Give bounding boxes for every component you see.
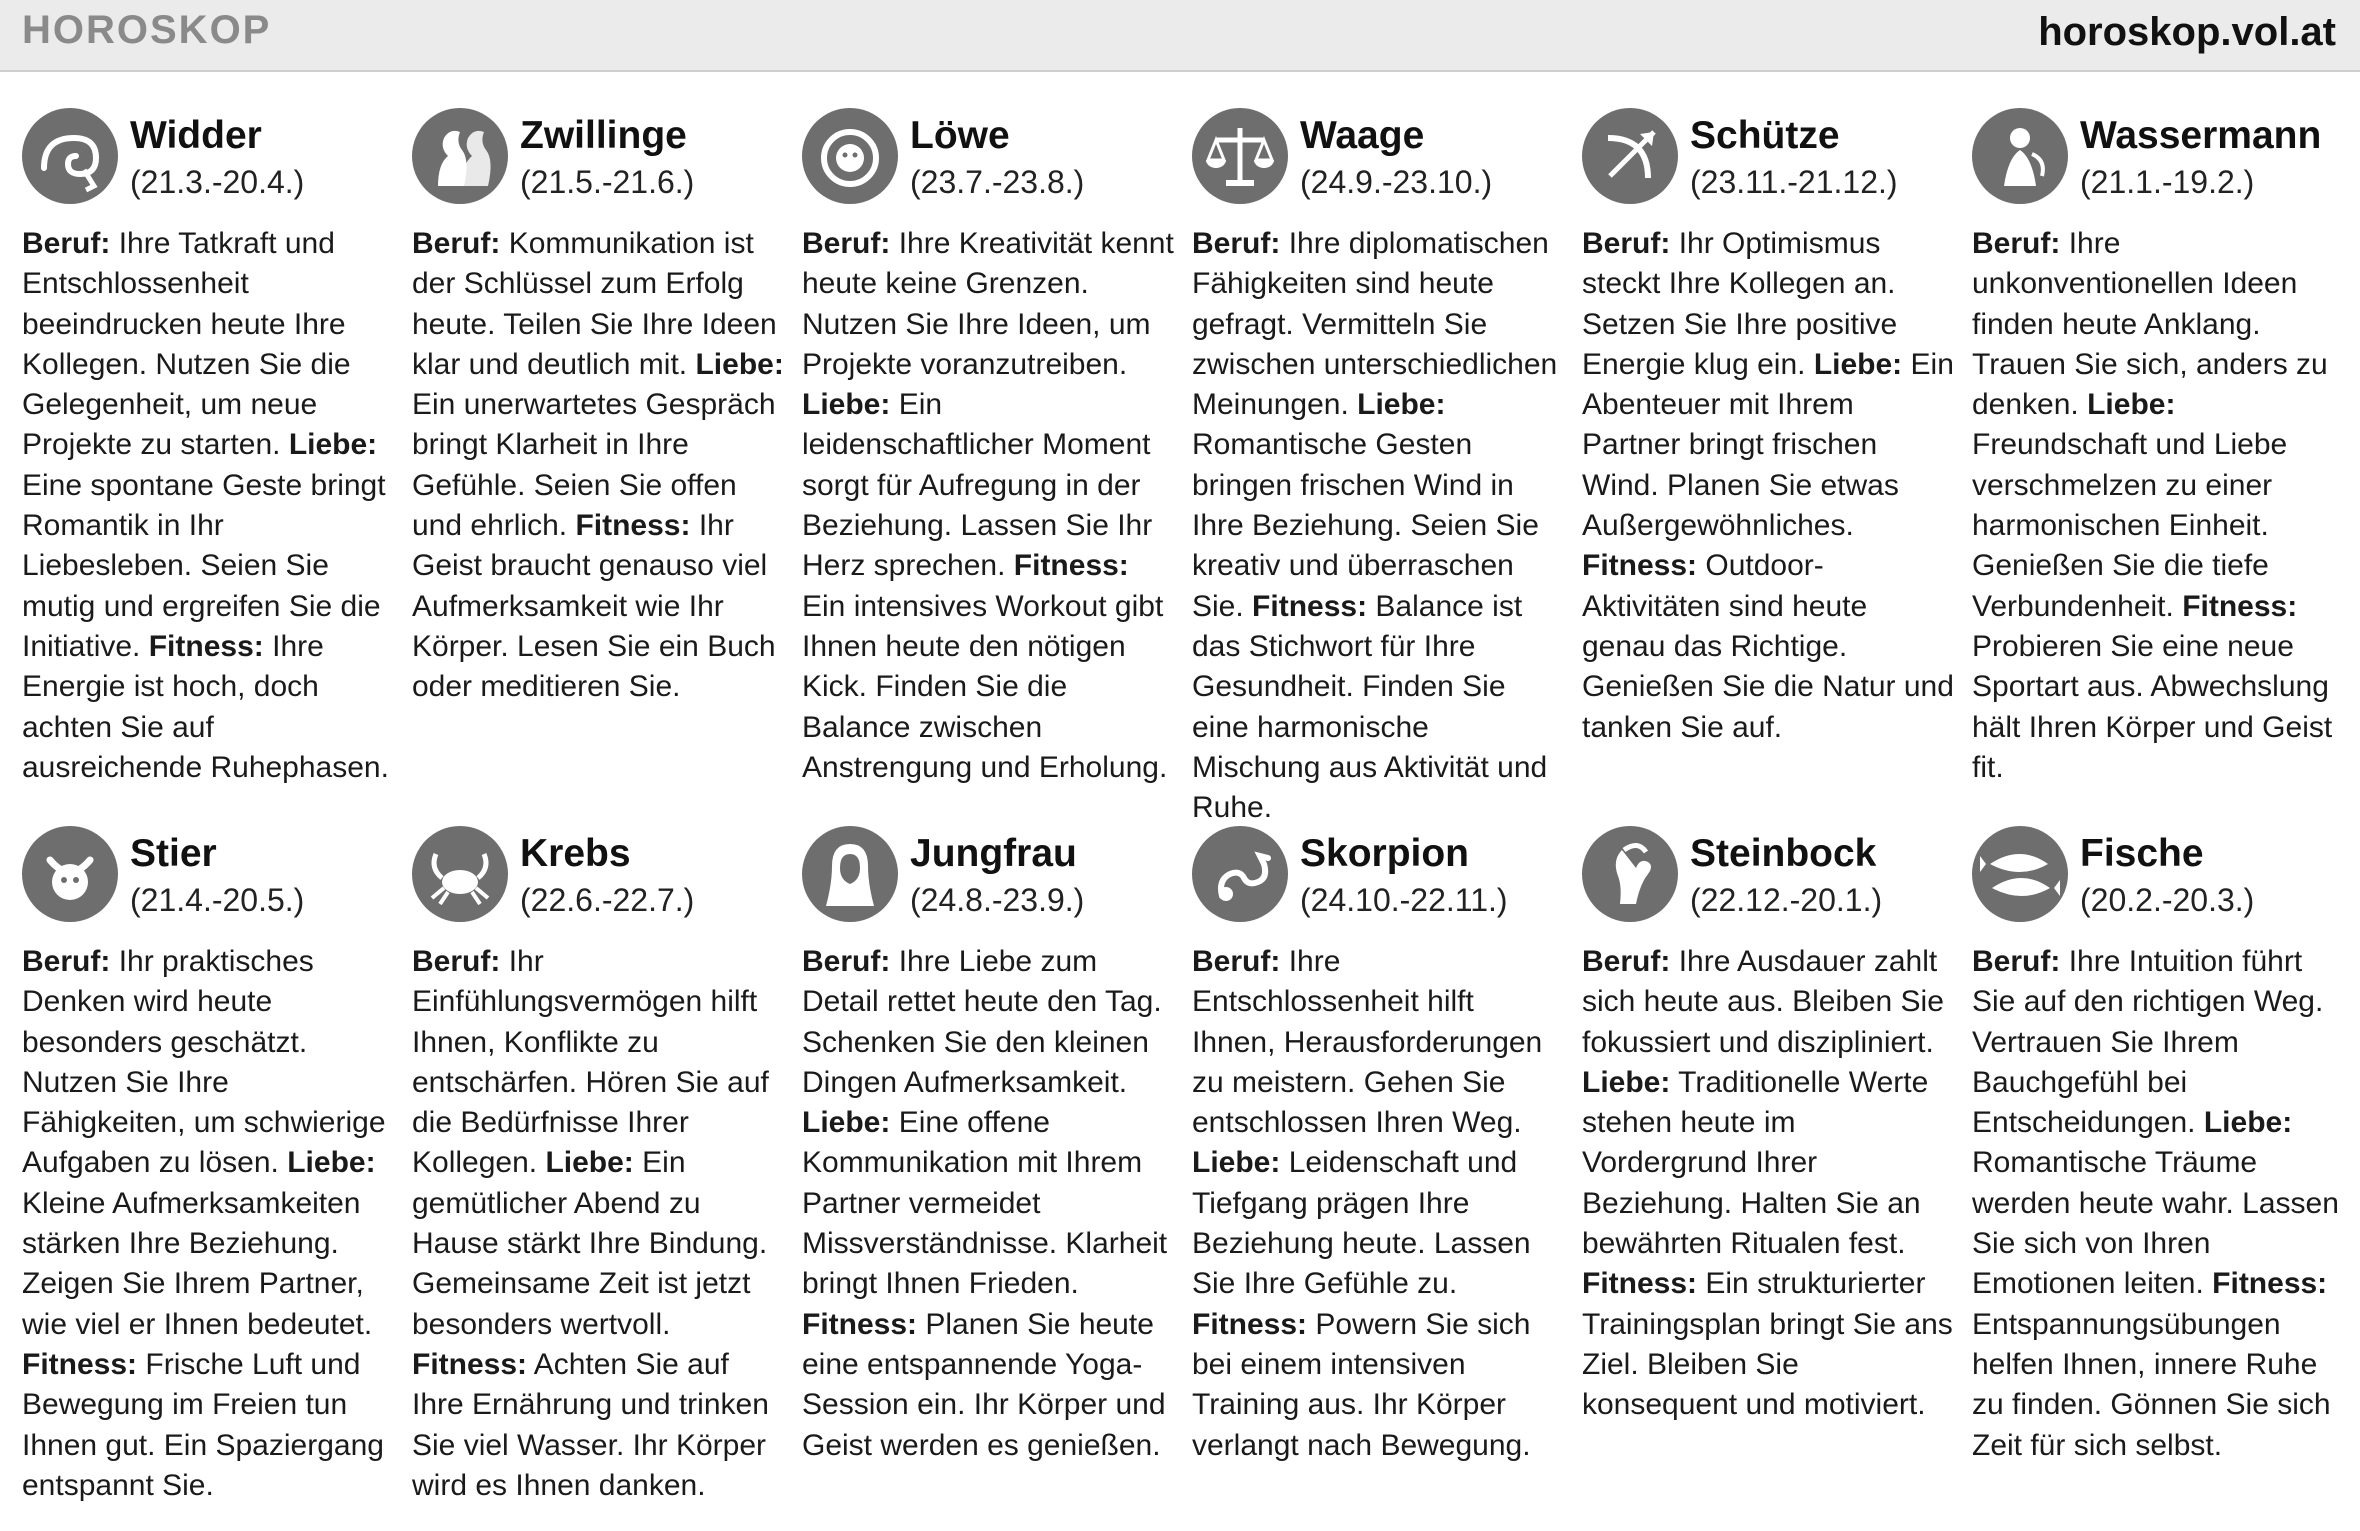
liebe-text: Kleine Aufmerksamkeiten stärken Ihre Beziehung. Zeigen Sie Ihrem Partner, wie viel er Ihnen bedeutet. xyxy=(22,1186,373,1341)
sign-header xyxy=(802,108,1174,214)
liebe-text: Eine offene Kommunikation mit Ihrem Partner vermeidet Missverständnisse. Klarheit bringt Ihnen Frieden. xyxy=(802,1106,1168,1301)
liebe-label: Liebe: xyxy=(2203,1106,2293,1140)
beruf-label: Beruf: xyxy=(1972,227,2061,260)
sign-card-widder xyxy=(22,108,394,788)
liebe-label: Liebe: xyxy=(802,388,891,422)
sign-name: Stier xyxy=(130,832,217,875)
liebe-text: Ein unerwartetes Gespräch bringt Klarheit in Ihre Gefühle. Seien Sie offen und ehrlich. xyxy=(412,388,776,543)
sign-forecast xyxy=(1972,942,2344,1466)
liebe-label: Liebe: xyxy=(695,347,784,381)
liebe-text: Romantische Träume werden heute wahr. Lassen Sie sich von Ihren Emotionen leiten. xyxy=(1972,1146,2339,1301)
liebe-label: Liebe: xyxy=(1357,388,1446,422)
beruf-text: Ihre Kreativität kennt heute keine Grenzen. Nutzen Sie Ihre Ideen, um Projekte voranzutreiben. xyxy=(802,227,1174,381)
sign-header xyxy=(1192,108,1564,214)
liebe-label: Liebe: xyxy=(1582,1065,1671,1099)
sign-forecast xyxy=(412,224,784,708)
liebe-text: Ein leidenschaftlicher Moment sorgt für Aufregung in der Beziehung. Lassen Sie Ihr Herz sprechen. xyxy=(802,388,1153,583)
fitness-label: Fitness: xyxy=(412,1347,528,1381)
beruf-text: Ihre Tatkraft und Entschlossenheit beeindrucken heute Ihre Kollegen. Nutzen Sie die Gelegenheit, um neue Projekte zu starten. xyxy=(22,227,351,462)
sign-forecast xyxy=(22,224,394,788)
sign-name: Wassermann xyxy=(2080,114,2322,157)
fitness-label: Fitness: xyxy=(802,1307,918,1341)
fitness-label: Fitness: xyxy=(1192,1307,1308,1341)
page-header xyxy=(0,0,2360,72)
beruf-label: Beruf: xyxy=(1192,227,1281,260)
lion-icon xyxy=(802,108,898,204)
sign-date-range: (20.2.-20.3.) xyxy=(2080,882,2255,918)
sign-forecast xyxy=(1972,224,2344,788)
sign-date-range: (23.7.-23.8.) xyxy=(910,164,1085,200)
fitness-text: Achten Sie auf Ihre Ernährung und trinken Sie viel Wasser. Ihr Körper wird es Ihnen danken. xyxy=(412,1347,769,1502)
sign-date-range: (24.9.-23.10.) xyxy=(1300,164,1493,200)
sign-name: Krebs xyxy=(520,832,631,875)
ram-icon xyxy=(22,108,118,204)
fitness-label: Fitness: xyxy=(22,1347,138,1381)
liebe-text: Freundschaft und Liebe verschmelzen zu einer harmonischen Einheit. Genießen Sie die tiefe Verbundenheit. xyxy=(1972,428,2288,623)
sign-date-range: (22.6.-22.7.) xyxy=(520,882,695,918)
section-title: HOROSKOP xyxy=(22,8,272,52)
liebe-text: Ein gemütlicher Abend zu Hause stärkt Ihre Bindung. Gemeinsame Zeit ist jetzt besonders wertvoll. xyxy=(412,1146,768,1341)
sign-card-schütze xyxy=(1582,108,1954,748)
fitness-label: Fitness: xyxy=(1013,549,1129,583)
fitness-text: Ein strukturierter Trainingsplan bringt Sie ans Ziel. Bleiben Sie konsequent und motiviert. xyxy=(1582,1267,1953,1422)
sign-name: Steinbock xyxy=(1690,832,1877,875)
sign-name: Fische xyxy=(2080,832,2204,875)
beruf-label: Beruf: xyxy=(1582,945,1671,978)
beruf-text: Ihre Ausdauer zahlt sich heute aus. Bleiben Sie fokussiert und diszipliniert. xyxy=(1582,945,1944,1059)
beruf-label: Beruf: xyxy=(802,945,891,978)
beruf-text: Ihre unkonventionellen Ideen finden heute Anklang. Trauen Sie sich, anders zu denken. xyxy=(1972,227,2328,422)
fitness-text: Entspannungsübungen helfen Ihnen, innere Ruhe zu finden. Gönnen Sie sich Zeit für sich selbst. xyxy=(1972,1307,2331,1462)
sign-card-krebs xyxy=(412,826,784,1506)
sign-header xyxy=(1972,826,2344,932)
scorpion-icon xyxy=(1192,826,1288,922)
fitness-label: Fitness: xyxy=(1582,1267,1698,1301)
sign-forecast xyxy=(1582,224,1954,748)
beruf-text: Ihr Einfühlungsvermögen hilft Ihnen, Konflikte zu entschärfen. Hören Sie auf die Bedürfnisse Ihrer Kollegen. xyxy=(412,945,769,1180)
sign-date-range: (22.12.-20.1.) xyxy=(1690,882,1883,918)
sign-header xyxy=(1582,826,1954,932)
sign-forecast xyxy=(802,942,1174,1466)
liebe-text: Ein Abenteuer mit Ihrem Partner bringt frischen Wind. Planen Sie etwas Außergewöhnliches. xyxy=(1582,347,1954,543)
water-bearer-icon xyxy=(1972,108,2068,204)
liebe-text: Eine spontane Geste bringt Romantik in Ihr Liebesleben. Seien Sie mutig und ergreifen Sie die Initiative. xyxy=(22,468,386,663)
fitness-label: Fitness: xyxy=(2182,589,2298,623)
fitness-text: Ein intensives Workout gibt Ihnen heute den nötigen Kick. Finden Sie die Balance zwischen Anstrengung und Erholung. xyxy=(802,589,1168,784)
fitness-label: Fitness: xyxy=(2212,1267,2328,1301)
beruf-label: Beruf: xyxy=(412,227,501,260)
beruf-label: Beruf: xyxy=(802,227,891,260)
sign-card-waage xyxy=(1192,108,1564,828)
sign-name: Widder xyxy=(130,114,262,157)
beruf-text: Ihre Intuition führt Sie auf den richtigen Weg. Vertrauen Sie Ihrem Bauchgefühl bei Entscheidungen. xyxy=(1972,945,2324,1140)
fitness-label: Fitness: xyxy=(148,629,264,663)
beruf-label: Beruf: xyxy=(22,227,111,260)
sign-forecast xyxy=(802,224,1174,788)
sign-card-wassermann xyxy=(1972,108,2344,788)
sign-name: Jungfrau xyxy=(910,832,1077,875)
sign-card-stier xyxy=(22,826,394,1506)
beruf-text: Ihre diplomatischen Fähigkeiten sind heute gefragt. Vermitteln Sie zwischen unterschiedlichen Meinungen. xyxy=(1192,227,1558,422)
fish-icon xyxy=(1972,826,2068,922)
beruf-label: Beruf: xyxy=(1972,945,2061,978)
fitness-text: Probieren Sie eine neue Sportart aus. Abwechslung hält Ihren Körper und Geist fit. xyxy=(1972,629,2333,784)
sign-header xyxy=(412,826,784,932)
sign-header xyxy=(802,826,1174,932)
sign-forecast xyxy=(22,942,394,1506)
sign-name: Schütze xyxy=(1690,114,1840,157)
fitness-text: Outdoor-Aktivitäten sind heute genau das Richtige. Genießen Sie die Natur und tanken Sie auf. xyxy=(1582,549,1954,744)
sign-name: Löwe xyxy=(910,114,1010,157)
sign-header xyxy=(22,108,394,214)
liebe-label: Liebe: xyxy=(287,1146,376,1180)
twins-icon xyxy=(412,108,508,204)
sign-header xyxy=(1192,826,1564,932)
sign-card-jungfrau xyxy=(802,826,1174,1466)
beruf-label: Beruf: xyxy=(412,945,501,978)
sign-name: Waage xyxy=(1300,114,1425,157)
liebe-label: Liebe: xyxy=(1192,1146,1281,1180)
liebe-text: Traditionelle Werte stehen heute im Vordergrund Ihrer Beziehung. Halten Sie an bewährten Ritualen fest. xyxy=(1582,1065,1929,1261)
source-url[interactable]: horoskop.vol.at xyxy=(2038,10,2336,54)
fitness-text: Ihr Geist braucht genauso viel Aufmerksamkeit wie Ihr Körper. Lesen Sie ein Buch oder meditieren Sie. xyxy=(412,509,776,704)
sign-header xyxy=(1972,108,2344,214)
sign-forecast xyxy=(412,942,784,1506)
sign-date-range: (24.8.-23.9.) xyxy=(910,882,1085,918)
fitness-label: Fitness: xyxy=(1582,549,1698,583)
sign-forecast xyxy=(1192,942,1564,1466)
sign-header xyxy=(22,826,394,932)
horoscope-grid xyxy=(22,108,2342,1518)
liebe-label: Liebe: xyxy=(2087,388,2176,422)
sign-forecast xyxy=(1582,942,1954,1426)
fitness-label: Fitness: xyxy=(575,509,691,543)
sign-date-range: (21.5.-21.6.) xyxy=(520,164,695,200)
liebe-label: Liebe: xyxy=(1813,347,1903,381)
sign-name: Skorpion xyxy=(1300,832,1470,875)
sign-card-löwe xyxy=(802,108,1174,788)
beruf-label: Beruf: xyxy=(1582,227,1671,260)
fitness-text: Ihre Energie ist hoch, doch achten Sie auf ausreichende Ruhephasen. xyxy=(22,629,389,784)
beruf-label: Beruf: xyxy=(22,945,111,978)
sign-date-range: (21.4.-20.5.) xyxy=(130,882,305,918)
sign-date-range: (23.11.-21.12.) xyxy=(1690,164,1898,200)
fitness-text: Planen Sie heute eine entspannende Yoga-Session ein. Ihr Körper und Geist werden es genießen. xyxy=(802,1307,1166,1462)
sign-date-range: (21.3.-20.4.) xyxy=(130,164,305,200)
liebe-label: Liebe: xyxy=(545,1146,634,1180)
beruf-text: Ihr Optimismus steckt Ihre Kollegen an. Setzen Sie Ihre positive Energie klug ein. xyxy=(1582,227,1898,381)
liebe-label: Liebe: xyxy=(802,1106,891,1140)
fitness-text: Balance ist das Stichwort für Ihre Gesundheit. Finden Sie eine harmonische Mischung aus Aktivität und Ruhe. xyxy=(1192,589,1548,825)
beruf-text: Ihre Liebe zum Detail rettet heute den Tag. Schenken Sie den kleinen Dingen Aufmerksamkeit. xyxy=(802,945,1162,1099)
sign-card-skorpion xyxy=(1192,826,1564,1466)
sign-header xyxy=(412,108,784,214)
goat-icon xyxy=(1582,826,1678,922)
liebe-text: Leidenschaft und Tiefgang prägen Ihre Beziehung heute. Lassen Sie Ihre Gefühle zu. xyxy=(1192,1146,1531,1301)
sign-card-fische xyxy=(1972,826,2344,1466)
liebe-label: Liebe: xyxy=(288,428,378,462)
sign-name: Zwillinge xyxy=(520,114,687,157)
liebe-text: Romantische Gesten bringen frischen Wind in Ihre Beziehung. Seien Sie kreativ und überraschen Sie. xyxy=(1192,428,1539,623)
sign-date-range: (24.10.-22.11.) xyxy=(1300,882,1508,918)
beruf-label: Beruf: xyxy=(1192,945,1281,978)
fitness-label: Fitness: xyxy=(1252,589,1368,623)
bull-icon xyxy=(22,826,118,922)
beruf-text: Kommunikation ist der Schlüssel zum Erfolg heute. Teilen Sie Ihre Ideen klar und deutlich mit. xyxy=(412,227,777,381)
fitness-text: Frische Luft und Bewegung im Freien tun Ihnen gut. Ein Spaziergang entspannt Sie. xyxy=(22,1347,384,1502)
beruf-text: Ihre Entschlossenheit hilft Ihnen, Herausforderungen zu meistern. Gehen Sie entschlossen Ihren Weg. xyxy=(1192,945,1543,1140)
bow-arrow-icon xyxy=(1582,108,1678,204)
sign-header xyxy=(1582,108,1954,214)
beruf-text: Ihr praktisches Denken wird heute besonders geschätzt. Nutzen Sie Ihre Fähigkeiten, um schwierige Aufgaben zu lösen. xyxy=(22,945,386,1180)
fitness-text: Powern Sie sich bei einem intensiven Training aus. Ihr Körper verlangt nach Bewegung. xyxy=(1192,1307,1531,1462)
scales-icon xyxy=(1192,108,1288,204)
sign-date-range: (21.1.-19.2.) xyxy=(2080,164,2255,200)
sign-card-steinbock xyxy=(1582,826,1954,1426)
crab-icon xyxy=(412,826,508,922)
virgin-icon xyxy=(802,826,898,922)
sign-card-zwillinge xyxy=(412,108,784,708)
sign-forecast xyxy=(1192,224,1564,828)
